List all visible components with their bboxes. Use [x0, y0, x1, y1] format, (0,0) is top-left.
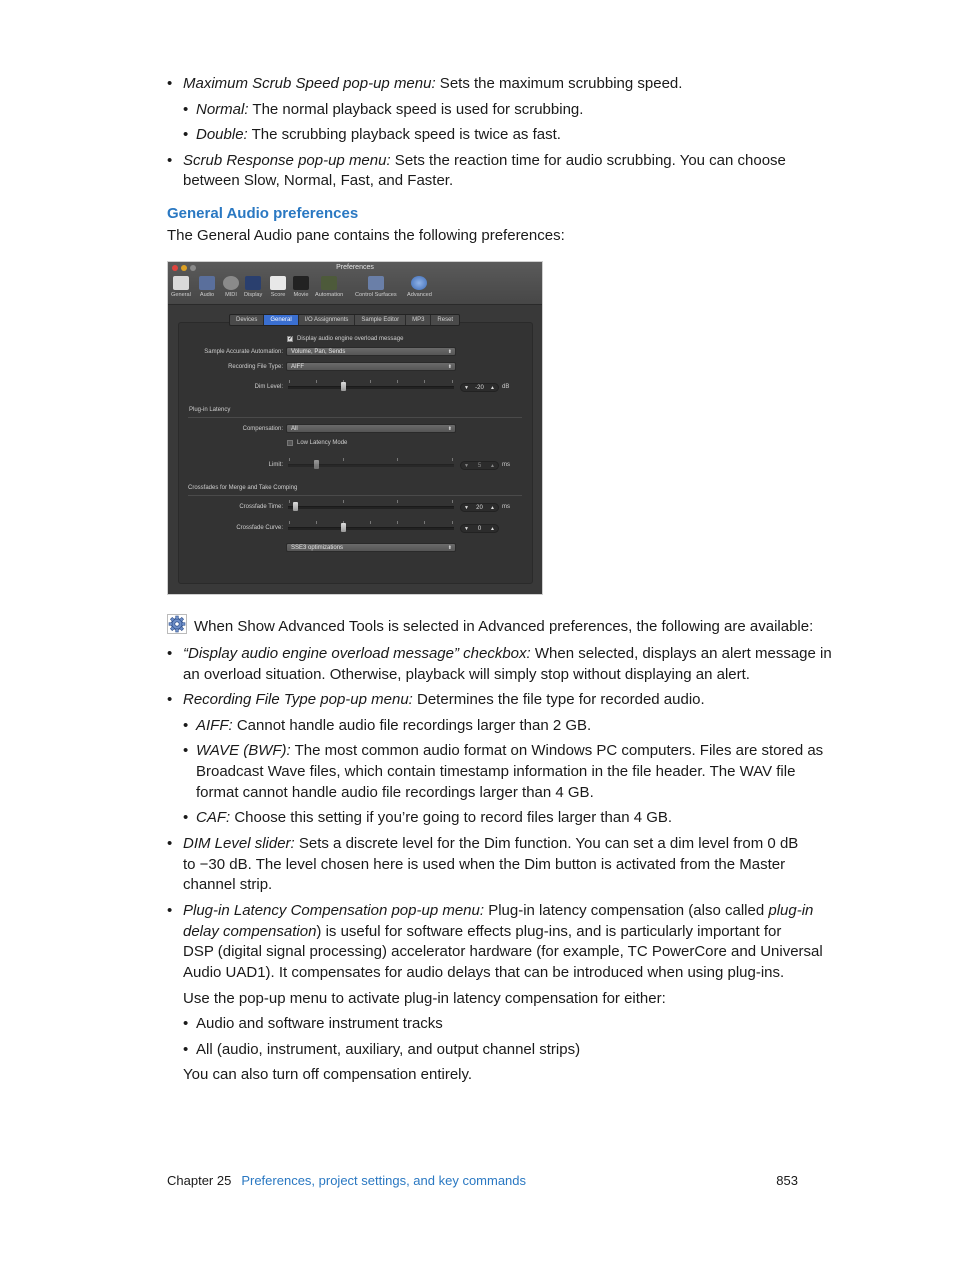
tick [452, 500, 453, 503]
advanced-note: When Show Advanced Tools is selected in Advanced preferences, the following are available: [194, 618, 814, 635]
toolbar-label: General [171, 292, 191, 298]
tick [316, 521, 317, 524]
toolbar-automation[interactable] [315, 276, 343, 298]
bullet-overload-checkbox [183, 644, 832, 665]
tick [452, 458, 453, 461]
option-audio-tracks: Audio and software instrument tracks [196, 1015, 443, 1032]
desc: Cannot handle audio file recordings larger than 2 GB. [232, 717, 592, 734]
advanced-gear-icon [411, 276, 427, 290]
compensation-label: Compensation: [242, 426, 283, 432]
preferences-window [167, 261, 543, 595]
audio-tabs [229, 314, 460, 326]
tick [289, 521, 290, 524]
bullet-wave [196, 741, 823, 762]
tick [289, 458, 290, 461]
updown-arrow-icon: ⬍ [447, 364, 452, 370]
option-all: All (audio, instrument, auxiliary, and output channel strips) [196, 1041, 581, 1058]
toolbar-score[interactable] [270, 276, 286, 298]
desc: When selected, displays an alert message in [530, 645, 832, 662]
toolbar-display[interactable] [244, 276, 262, 298]
crossfade-curve-slider[interactable] [288, 527, 454, 530]
bullet-double [196, 125, 561, 146]
window-title: Preferences [336, 264, 374, 271]
toolbar-movie[interactable] [293, 276, 309, 298]
limit-unit: ms [502, 462, 510, 468]
bullet-recording-type [183, 690, 705, 711]
stepper-value: 20 [476, 505, 483, 511]
toolbar-label: Advanced [407, 292, 432, 298]
crossfade-time-knob[interactable] [293, 502, 298, 511]
bullet-marker: • [183, 809, 189, 826]
tick [289, 500, 290, 503]
bullet-marker: • [167, 645, 173, 662]
bullet-caf [196, 808, 672, 829]
term: Recording File Type pop-up menu: [183, 691, 413, 708]
low-latency-label: Low Latency Mode [297, 440, 348, 446]
bullet-plugin-latency-line4: Audio UAD1). It compensates for audio delays that can be introduced when using plug-ins. [183, 964, 785, 981]
use-popup-text: Use the pop-up menu to activate plug-in latency compensation for either: [183, 990, 666, 1007]
term: WAVE (BWF): [196, 742, 291, 759]
crossfade-time-unit: ms [502, 504, 510, 510]
tick [370, 521, 371, 524]
tick [370, 380, 371, 383]
bullet-wave-line2: Broadcast Wave files, which contain timestamp information in the file header. The WAV file [196, 763, 796, 780]
bullet-marker: • [167, 691, 173, 708]
dim-level-knob[interactable] [341, 382, 346, 391]
page-number: 853 [776, 1173, 798, 1188]
advanced-gear-icon [167, 614, 187, 634]
toolbar-label: Movie [293, 292, 309, 298]
toolbar-control-surfaces[interactable] [355, 276, 397, 298]
tick [424, 380, 425, 383]
term: DIM Level slider: [183, 835, 295, 852]
limit-label: Limit: [268, 462, 283, 468]
tick [397, 521, 398, 524]
stepper-value: 0 [477, 526, 482, 532]
term: “Display audio engine overload message” checkbox: [183, 645, 531, 662]
term: Normal: [196, 101, 249, 118]
tab-devices[interactable]: Devices [230, 315, 264, 325]
bullet-plugin-latency-line3: DSP (digital signal processing) accelerator hardware (for example, TC PowerCore and Universal [183, 943, 823, 960]
general-icon [173, 276, 189, 290]
bullet-marker: • [167, 902, 173, 919]
tab-io-assignments[interactable]: I/O Assignments [299, 315, 356, 325]
recording-type-label: Recording File Type: [228, 364, 283, 370]
bullet-plugin-latency-line2 [183, 922, 781, 943]
tab-sample-editor[interactable]: Sample Editor [355, 315, 406, 325]
chapter-number: Chapter 25 [167, 1173, 232, 1188]
automation-icon [321, 276, 337, 290]
bullet-marker: • [183, 101, 189, 118]
midi-icon [223, 276, 239, 290]
stepper-value: 5 [477, 463, 482, 469]
term: plug-in [768, 902, 814, 919]
crossfade-curve-label: Crossfade Curve: [236, 525, 283, 531]
compensation-popup[interactable] [286, 424, 456, 433]
footer-chapter [167, 1173, 526, 1188]
toolbar-midi[interactable] [223, 276, 239, 298]
tick [452, 380, 453, 383]
tab-reset[interactable]: Reset [431, 315, 459, 325]
bullet-marker: • [183, 717, 189, 734]
dim-level-stepper[interactable] [460, 383, 499, 392]
divider [188, 495, 522, 496]
tick [424, 521, 425, 524]
bullet-normal [196, 100, 583, 121]
bullet-marker: • [183, 126, 189, 143]
sample-accurate-popup[interactable] [286, 347, 456, 356]
tick [397, 380, 398, 383]
stepper-down-icon[interactable]: ▼ [464, 463, 469, 469]
stepper-up-icon[interactable]: ▲ [490, 505, 495, 511]
dim-unit: dB [502, 384, 510, 390]
toolbar-advanced[interactable] [407, 276, 432, 298]
crossfade-curve-knob[interactable] [341, 523, 346, 532]
bullet-plugin-latency [183, 901, 813, 922]
closing-text: You can also turn off compensation entirely. [183, 1066, 473, 1083]
recording-type-popup[interactable] [286, 362, 456, 371]
bullet-scrub-response-line2: between Slow, Normal, Fast, and Faster. [183, 172, 454, 189]
toolbar-label: Display [244, 292, 263, 298]
bullet-marker: • [183, 742, 189, 759]
control-surfaces-icon [368, 276, 384, 290]
sample-accurate-label: Sample Accurate Automation: [204, 349, 283, 355]
limit-slider[interactable] [288, 464, 454, 467]
tick [316, 380, 317, 383]
dim-level-label: Dim Level: [254, 384, 283, 390]
updown-arrow-icon: ⬍ [447, 349, 452, 355]
stepper-up-icon[interactable]: ▲ [490, 526, 495, 532]
stepper-down-icon[interactable]: ▼ [464, 526, 469, 532]
term: Maximum Scrub Speed pop-up menu: [183, 75, 436, 92]
term: CAF: [196, 809, 231, 826]
overload-checkbox-label: Display audio engine overload message [297, 336, 404, 342]
crossfade-curve-stepper[interactable] [460, 524, 499, 533]
score-icon [270, 276, 286, 290]
tick [397, 500, 398, 503]
sse-popup[interactable] [286, 543, 456, 552]
tab-mp3[interactable]: MP3 [406, 315, 431, 325]
low-latency-checkbox[interactable] [287, 440, 293, 446]
tab-general[interactable]: General [264, 315, 298, 325]
tick [343, 500, 344, 503]
desc: ) is useful for software effects plug-ins, and is particularly important for [316, 923, 782, 940]
stepper-down-icon[interactable]: ▼ [464, 385, 469, 391]
crossfade-section: Crossfades for Merge and Take Comping [188, 485, 298, 491]
popup-value: SSE3 optimizations [291, 545, 344, 551]
desc: Sets a discrete level for the Dim function. You can set a dim level from 0 dB [294, 835, 799, 852]
desc: Determines the file type for recorded audio. [412, 691, 705, 708]
section-intro: The General Audio pane contains the following preferences: [167, 227, 565, 244]
dim-level-slider[interactable] [288, 386, 454, 389]
divider [188, 417, 522, 418]
tick [343, 458, 344, 461]
desc: The normal playback speed is used for scrubbing. [248, 101, 584, 118]
bullet-marker: • [167, 835, 173, 852]
crossfade-time-stepper[interactable] [460, 503, 499, 512]
bullet-scrub-speed [183, 74, 682, 95]
toolbar-label: Score [270, 292, 286, 298]
toolbar-label: Audio [199, 292, 215, 298]
stepper-value: -20 [475, 385, 484, 391]
audio-icon [199, 276, 215, 290]
window-titlebar [168, 262, 542, 305]
popup-value: AIFF [291, 364, 304, 370]
popup-value: All [291, 426, 298, 432]
tick [289, 380, 290, 383]
desc: The scrubbing playback speed is twice as fast. [247, 126, 561, 143]
bullet-marker: • [167, 152, 173, 169]
desc: Choose this setting if you’re going to record files larger than 4 GB. [230, 809, 673, 826]
updown-arrow-icon: ⬍ [447, 426, 452, 432]
updown-arrow-icon: ⬍ [447, 545, 452, 551]
movie-icon [293, 276, 309, 290]
toolbar-label: Automation [315, 292, 344, 298]
bullet-dim-line3: channel strip. [183, 876, 273, 893]
crossfade-time-slider[interactable] [288, 506, 454, 509]
bullet-marker: • [167, 75, 173, 92]
toolbar-label: MIDI [225, 292, 237, 298]
term: Plug-in Latency Compensation pop-up menu: [183, 902, 485, 919]
bullet-aiff [196, 716, 591, 737]
bullet-scrub-response [183, 151, 786, 172]
section-heading: General Audio preferences [167, 205, 359, 222]
desc: Sets the maximum scrubbing speed. [435, 75, 683, 92]
term: delay compensation [183, 923, 317, 940]
bullet-dim-level [183, 834, 798, 855]
popup-value: Volume, Pan, Sends [291, 349, 346, 355]
stepper-up-icon[interactable]: ▲ [490, 463, 495, 469]
toolbar-label: Control Surfaces [355, 292, 397, 298]
limit-knob[interactable] [314, 460, 319, 469]
bullet-wave-line3: format cannot handle audio file recordings larger than 4 GB. [196, 784, 594, 801]
desc: Plug-in latency compensation (also called [484, 902, 769, 919]
bullet-overload-line2: an overload situation. Otherwise, playback will simply stop without displaying an alert. [183, 666, 750, 683]
bullet-marker: • [183, 1041, 189, 1058]
stepper-up-icon[interactable]: ▲ [490, 385, 495, 391]
bullet-dim-line2: to −30 dB. The level chosen here is used when the Dim button is activated from the Master [183, 856, 786, 873]
overload-checkbox[interactable]: ✓ [288, 336, 294, 342]
crossfade-time-label: Crossfade Time: [239, 504, 283, 510]
desc: The most common audio format on Windows PC computers. Files are stored as [290, 742, 824, 759]
term: Scrub Response pop-up menu: [183, 152, 391, 169]
chapter-title-link[interactable]: Preferences, project settings, and key commands [241, 1173, 527, 1188]
toolbar-audio[interactable] [199, 276, 215, 298]
plugin-latency-section: Plug-in Latency [189, 407, 231, 413]
toolbar-general[interactable] [171, 276, 191, 298]
display-icon [245, 276, 261, 290]
term: AIFF: [196, 717, 233, 734]
term: Double: [196, 126, 248, 143]
limit-stepper[interactable] [460, 461, 499, 470]
desc: Sets the reaction time for audio scrubbing. You can choose [390, 152, 786, 169]
stepper-down-icon[interactable]: ▼ [464, 505, 469, 511]
bullet-marker: • [183, 1015, 189, 1032]
tick [452, 521, 453, 524]
tick [397, 458, 398, 461]
